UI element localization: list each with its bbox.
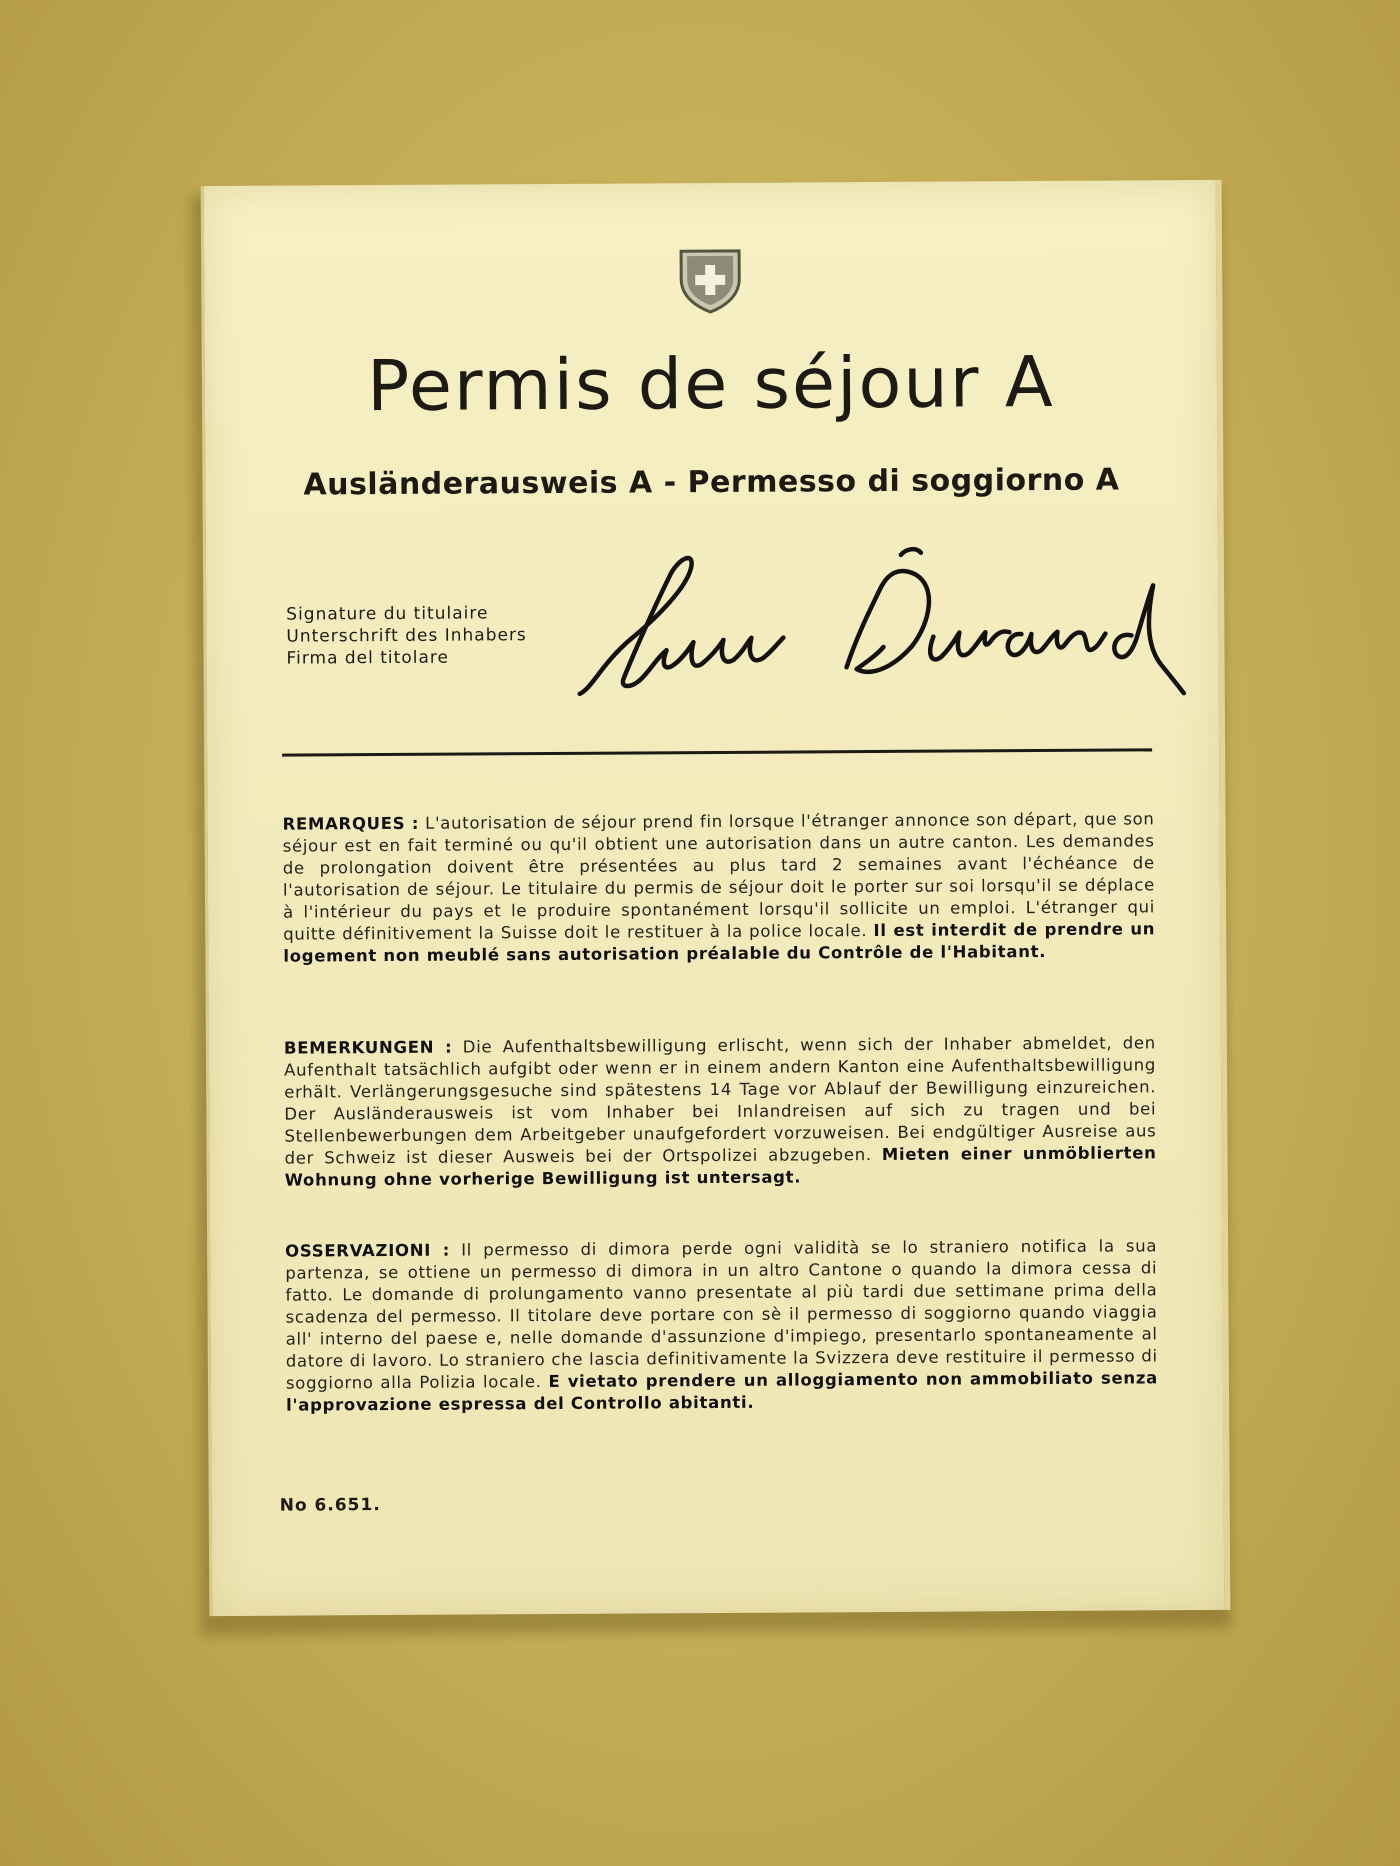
osservazioni-heading: OSSERVAZIONI : xyxy=(285,1240,451,1261)
signature-label-fr: Signature du titulaire xyxy=(286,603,489,625)
document-title: Permis de séjour A xyxy=(366,340,1055,428)
bemerkungen-bold-text: Mieten einer unmöblierten Wohnung ohne vorherige Bewilligung ist untersagt. xyxy=(284,1143,1157,1190)
osservazioni-bold-text: E vietato prendere un alloggiamento non ammobiliato senza l'approvazione espressa del Controllo abitanti. xyxy=(286,1368,1158,1415)
remarques-paragraph xyxy=(282,808,1155,967)
remarques-bold-text: Il est interdit de prendre un logement non meublé sans autorisation préalable du Contrôle de l'Habitant. xyxy=(283,919,1156,966)
remarques-heading: REMARQUES : xyxy=(282,813,420,834)
residence-permit-card xyxy=(201,180,1231,1616)
osservazioni-text: Il permesso di dimora perde ogni validità se lo straniero notifica la sua partenza, se ottiene un permesso di dimora in un altro Cantone o quando la dimora cessa di fatto. Le domande di prolungamento vanno presentate al più tardi due settimane prima della scadenza del permesso. Il titolare deve portare con sè il permesso di soggiorno quando viaggia all' interno del paese e, nelle domande d'assunzione d'impiego, presentarlo spontaneamente al datore di lavoro. Lo straniero che lascia definitivamente la Svizzera deve restituire il permesso di soggiorno alla Polizia locale. xyxy=(285,1236,1158,1393)
signature-rule xyxy=(282,748,1152,756)
signature-labels xyxy=(286,602,527,669)
bemerkungen-heading: BEMERKUNGEN : xyxy=(283,1037,453,1058)
show-through-text xyxy=(234,223,1014,246)
bemerkungen-paragraph xyxy=(284,1032,1157,1191)
document-subtitle: Ausländerausweis A - Permesso di soggiorno A xyxy=(303,462,1120,503)
handwritten-signature xyxy=(571,535,1192,714)
remarques-text: L'autorisation de séjour prend fin lorsque l'étranger annonce son départ, que son séjour est en fait terminé ou qu'il obtient une autorisation dans un autre canton. Les demandes de prolongation doivent être présentées au plus tard 2 semaines avant l'échéance de l'autorisation de séjour. Le titulaire du permis de séjour doit le porter sur soi lorsqu'il se déplace à l'intérieur du pays et le produire spontanément lorsqu'il sollicite un emploi. L'étranger qui quitte définitivement la Suisse doit le restituer à la police locale. xyxy=(282,809,1156,944)
serial-number: No 6.651. xyxy=(279,1495,381,1516)
signature-label-it: Firma del titolare xyxy=(286,647,449,669)
swiss-cross-shield-icon xyxy=(675,245,745,315)
signature-label-de: Unterschrift des Inhabers xyxy=(286,625,527,647)
bemerkungen-text: Die Aufenthaltsbewilligung erlischt, wenn sich der Inhaber abmeldet, den Aufenthalt tatsächlich aufgibt oder wenn er in einem andern Kanton eine Aufenthaltsbewilligung erhält. Verlängerungsgesuche sind spätestens 14 Tage vor Ablauf der Bewilligung einzureichen. Der Ausländerausweis ist vom Inhaber bei Inlandreisen auf sich zu tragen und bei Stellenbewerbungen dem Arbeitgeber unaufgefordert vorzuweisen. Bei endgültiger Ausreise aus der Schweiz ist dieser Ausweis bei der Ortspolizei abzugeben. xyxy=(283,1033,1157,1168)
osservazioni-paragraph xyxy=(285,1235,1158,1416)
